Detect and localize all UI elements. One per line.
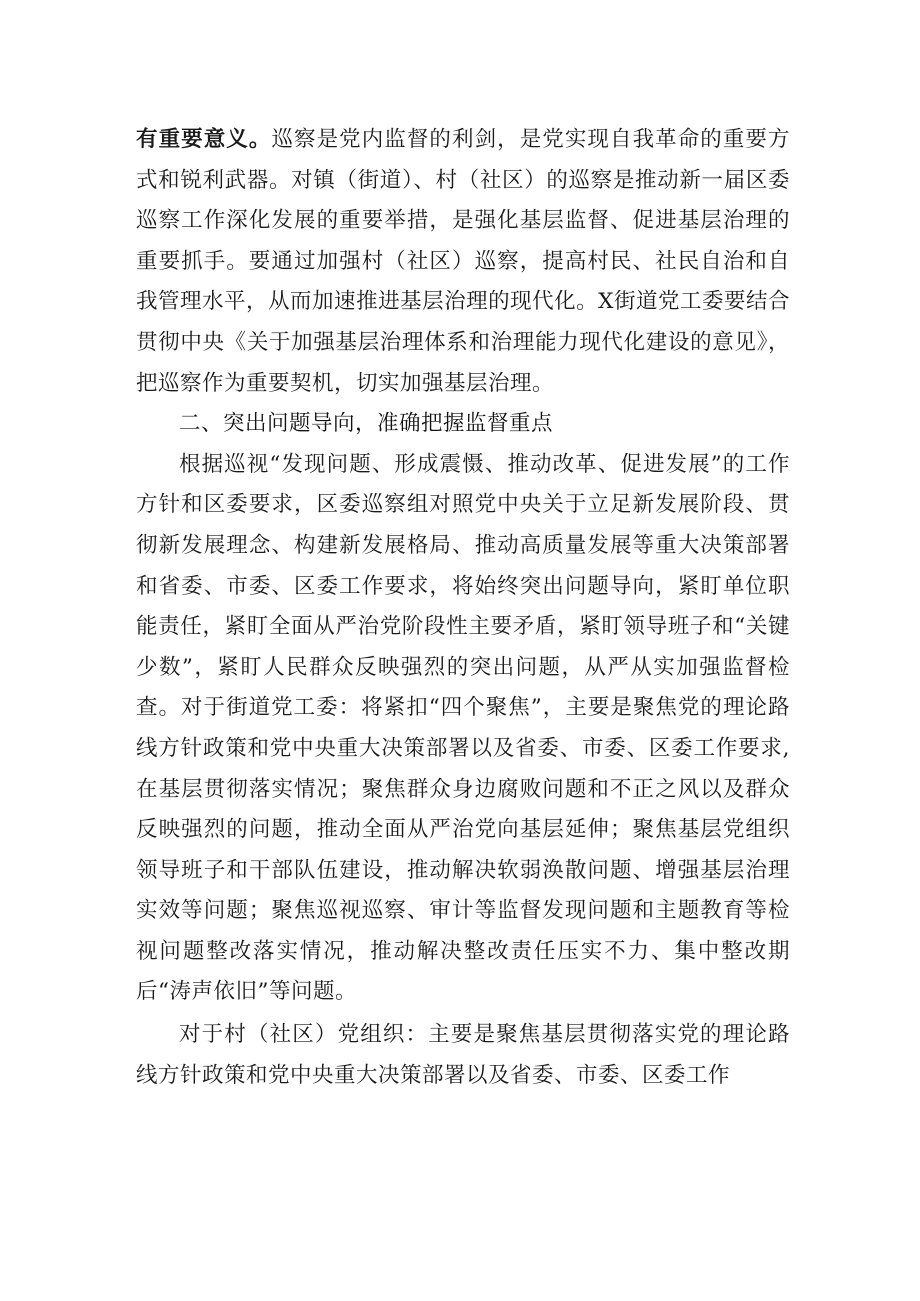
document-page — [136, 120, 790, 1096]
body-paragraph-2: 根据巡视“发现问题、形成震慑、推动改革、促进发展”的工作方针和区委要求，区委巡察组对照党中央关于立足新发展阶段、贯彻新发展理念、构建新发展格局、推动高质量发展等重大决策部署和省委、市委、区委工作要求，将始终突出问题导向，紧盯单位职能责任，紧盯全面从严治党阶段性主要矛盾，紧盯领导班子和“关键少数”，紧盯人民群众反映强烈的突出问题，从严从实加强监督检查。对于街道党工委：将紧扣“四个聚焦”，主要是聚焦党的理论路线方针政策和党中央重大决策部署以及省委、市委、区委工作要求,在基层贯彻落实情况；聚焦群众身边腐败问题和不正之风以及群众反映强烈的问题，推动全面从严治党向基层延伸；聚焦基层党组织领导班子和干部队伍建设，推动解决软弱涣散问题、增强基层治理实效等问题；聚焦巡视巡察、审计等监督发现问题和主题教育等检视问题整改落实情况，推动解决整改责任压实不力、集中整改期后“涛声依旧”等问题。 — [136, 451, 790, 1005]
body-paragraph-1 — [136, 120, 790, 404]
section-heading: 二、突出问题导向，准确把握监督重点 — [179, 411, 554, 437]
paragraph-bold-lead: 有重要意义。 — [136, 127, 272, 152]
body-paragraph-3: 对于村（社区）党组织：主要是聚焦基层贯彻落实党的理论路线方针政策和党中央重大决策部署以及省委、市委、区委工作 — [136, 1022, 790, 1088]
paragraph-1-text: 巡察是党内监督的利剑，是党实现自我革命的重要方式和锐利武器。对镇（街道）、村（社区）的巡察是推动新一届区委巡察工作深化发展的重要举措，是强化基层监督、促进基层治理的重要抓手。要通过加强村（社区）巡察，提高村民、社民自治和自我管理水平，从而加速推进基层治理的现代化。X街道党工委要结合贯彻中央《关于加强基层治理体系和治理能力现代化建设的意见》，把巡察作为重要契机，切实加强基层治理。 — [136, 127, 790, 396]
